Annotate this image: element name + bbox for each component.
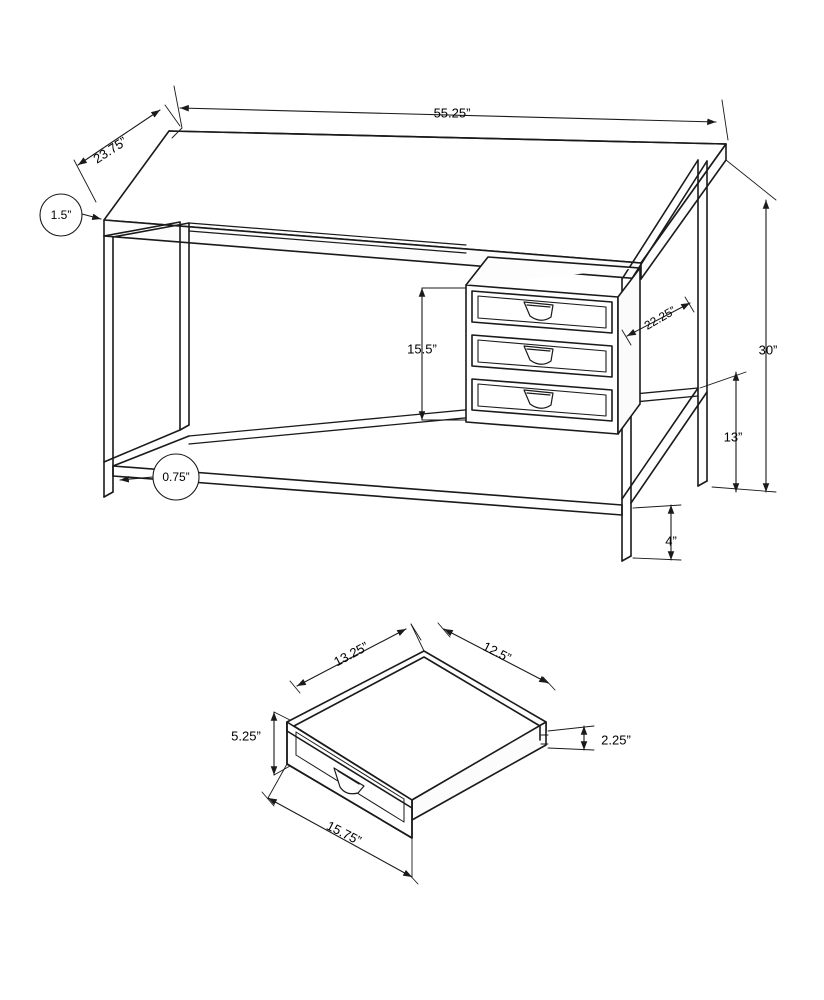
dimension-label-drawer-bank-depth: 22.25” bbox=[641, 303, 679, 333]
dimension-label-width: 55.25” bbox=[433, 105, 471, 121]
dimension-label-clearance-height: 13” bbox=[723, 429, 743, 445]
drawer-bank bbox=[466, 257, 640, 434]
dimension-label-stretcher-height: 4” bbox=[665, 533, 677, 549]
dimension-label-drawer-inner-depth: 12.5” bbox=[480, 638, 514, 666]
dimension-label-depth: 23.75” bbox=[90, 133, 130, 167]
dimension-label-drawer-front-width: 15.75” bbox=[324, 817, 364, 849]
dimension-label-top-thickness: 1.5” bbox=[50, 208, 72, 222]
dimension-label-leg-thickness: 0.75” bbox=[162, 470, 190, 484]
dimension-label-drawer-bank-height: 15.5” bbox=[407, 341, 437, 357]
dimension-label-drawer-side-height: 5.25” bbox=[231, 728, 261, 744]
desk-top bbox=[104, 131, 726, 279]
dimension-label-drawer-inner-width: 13.25” bbox=[331, 638, 371, 670]
dimension-label-drawer-box-height: 2.25” bbox=[601, 732, 631, 748]
drawer-detail bbox=[287, 651, 548, 838]
dimension-label-overall-height: 30” bbox=[758, 342, 778, 358]
